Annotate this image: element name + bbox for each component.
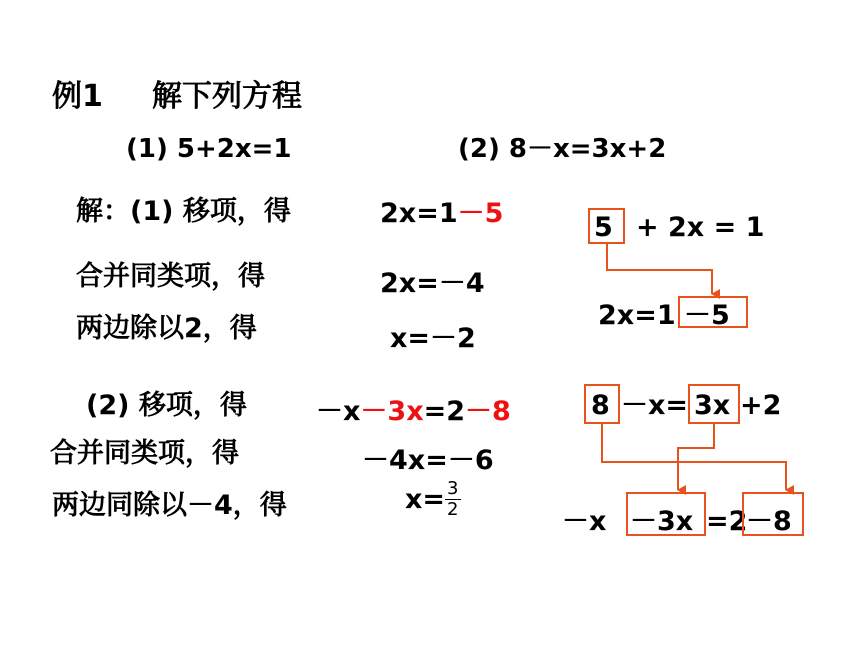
sol1-step1-label: 解：(1) 移项，得 (76, 196, 291, 227)
sol1-step2-label: 合并同类项，得 (76, 261, 265, 292)
diagram2-bottom-term-3x: －3x (630, 506, 694, 537)
sol1-step1-eq-a: 2x=1 (380, 198, 458, 229)
diagram2-top-mid: －x= (621, 390, 689, 421)
sol2-step3-label: 两边同除以－4，得 (52, 490, 287, 521)
diagram1-top-term: 5 (594, 212, 613, 243)
sol1-step1-eq-b: －5 (457, 198, 504, 229)
sol2-step1-eq-a: －x (316, 396, 361, 427)
sol2-step3-prefix: x= (405, 484, 446, 515)
sol1-step3-equation: x=－2 (390, 323, 476, 354)
example-number: 例1 (52, 79, 103, 114)
diagram2-arrow-8 (602, 424, 786, 490)
diagram2-bottom-term-8: －8 (746, 506, 792, 537)
sol2-step1-eq-b: －3x (360, 396, 424, 427)
sol2-step1-label: (2) 移项，得 (86, 390, 247, 421)
diagram2-bottom-mid: =2 (706, 506, 748, 537)
diagram2-bottom-left: －x (562, 506, 607, 537)
fraction-numerator: 3 (447, 478, 459, 499)
sol2-step1-eq-d: －8 (465, 396, 511, 427)
sol1-step2-equation: 2x=－4 (380, 268, 485, 299)
problem-2: (2) 8－x=3x+2 (458, 134, 667, 164)
diagram2-top-term-8: 8 (591, 390, 610, 421)
page-title: 解下列方程 (152, 79, 302, 114)
fraction-denominator: 2 (447, 499, 459, 520)
diagram2-arrow-3x (678, 424, 714, 490)
sol2-step1-eq-c: =2 (423, 396, 466, 427)
sol1-step3-label: 两边除以2，得 (76, 313, 257, 344)
diagram1-bottom-term: －5 (684, 300, 730, 331)
diagram1-top-rest: + 2x = 1 (636, 212, 765, 243)
problem-1: (1) 5+2x=1 (126, 134, 292, 164)
sol2-step2-equation: －4x=－6 (362, 445, 494, 476)
sol2-step2-label: 合并同类项，得 (50, 438, 239, 469)
diagram1-arrow (607, 244, 712, 294)
diagram2-top-rest: +2 (740, 390, 782, 421)
diagram2-top-term-3x: 3x (694, 390, 731, 421)
diagram1-bottom-left: 2x=1 (598, 300, 676, 331)
